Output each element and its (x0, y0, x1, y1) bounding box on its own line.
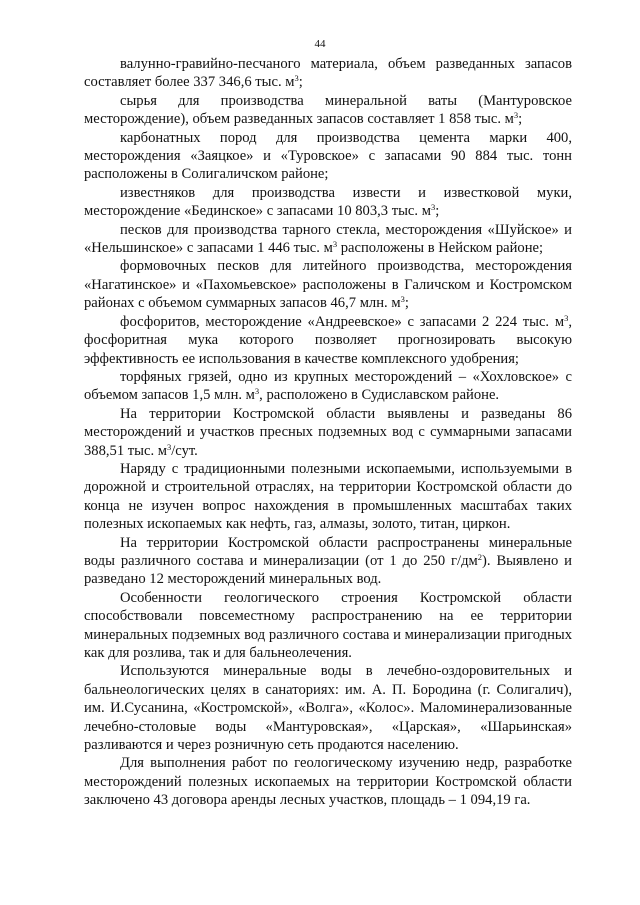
text-fragment: ). Выявлено и разведано 12 месторождений минеральных вод. (84, 552, 572, 588)
text-fragment: /сут. (171, 442, 198, 459)
text-fragment: На территории Костромской области выявлены и разведаны 86 месторождений и участков пресных подземных вод с суммарными запасами 388,51 тыс. м (84, 405, 572, 459)
superscript: 3 (400, 294, 405, 305)
text-fragment: торфяных грязей, одно из крупных месторождений – «Хохловское» с объемом запасов 1,5 млн. м (84, 368, 572, 404)
superscript: 3 (332, 239, 338, 250)
paragraph (84, 257, 572, 312)
text-fragment: Особенности геологического строения Костромской области способствовали повсеместному распространению на ее территории минеральных подземных вод различного состава и минерализации пригодных как для розлива, так и для бальнеолечения. (84, 589, 572, 661)
text-fragment: ; (298, 74, 303, 91)
superscript: 3 (254, 386, 260, 397)
text-fragment: ; (518, 111, 523, 128)
text-fragment: На территории Костромской области распространены минеральные воды различного состава и минерализации (от 1 до 250 г/дм (84, 534, 572, 569)
text-fragment: ; (435, 203, 440, 220)
superscript: 3 (294, 73, 299, 84)
paragraph (84, 754, 572, 809)
superscript: 2 (477, 551, 483, 562)
text-fragment: песков для производства тарного стекла, месторождения «Шуйское» и «Нельшинское» с запасами 1 446 тыс. м (84, 221, 572, 257)
paragraph (84, 129, 572, 184)
text-fragment: ; (404, 295, 409, 312)
paragraph (84, 662, 572, 754)
paragraph (84, 184, 572, 221)
text-fragment: известняков для производства извести и известковой муки, месторождение «Бединское» с запасами 10 803,3 тыс. м (84, 184, 572, 220)
paragraph (84, 534, 572, 589)
page-number: 44 (314, 38, 326, 50)
text-fragment: Для выполнения работ по геологическому изучению недр, разработке месторождений полезных ископаемых на территории Костромской области заключено 43 договора аренды лесных участков, площадь – 1 094,19 га. (84, 755, 572, 809)
paragraph (84, 221, 572, 258)
superscript: 3 (564, 312, 569, 323)
paragraph (84, 313, 572, 368)
text-fragment: Наряду с традиционными полезными ископаемыми, используемыми в дорожной и строительной отраслях, на территории Костромской области до конца не изучен вопрос нахождения в промышленных масштабах таких полезных ископаемых как нефть, газ, алмазы, золото, титан, циркон. (84, 460, 572, 533)
paragraph (84, 589, 572, 663)
paragraph (84, 92, 572, 129)
superscript: 3 (166, 441, 172, 452)
paragraph (84, 368, 572, 405)
text-fragment: сырья для производства минеральной ваты (Мантуровское месторождение), объем разведанных запасов составляет 1 858 тыс. м (84, 92, 572, 128)
text-fragment: , фосфоритная мука которого позволяет прогнозировать высокую эффективность ее использования в качестве комплексного удобрения; (84, 313, 572, 367)
paragraph (84, 460, 572, 534)
text-fragment: карбонатных пород для производства цемента марки 400, месторождения «Заяцкое» и «Туровское» с запасами 90 884 тыс. тонн расположены в Солигаличском районе; (84, 129, 572, 183)
text-fragment: фосфоритов, месторождение «Андреевское» с запасами 2 224 тыс. м (120, 313, 565, 330)
text-fragment: , расположено в Судиславском районе. (259, 387, 500, 404)
text-fragment: расположены в Нейском районе; (337, 240, 544, 257)
text-fragment: формовочных песков для литейного производства, месторождения «Нагатинское» и «Пахомьевское» расположены в Галичском и Костромском районах с объемом суммарных запасов 46,7 млн. м (84, 258, 572, 312)
paragraph (84, 55, 572, 92)
paragraph (84, 405, 572, 460)
document-body (84, 55, 572, 810)
text-fragment: валунно-гравийно-песчаного материала, объем разведанных запасов составляет более 337 346,6 тыс. м (84, 56, 572, 91)
superscript: 3 (430, 202, 436, 213)
superscript: 3 (513, 110, 519, 121)
text-fragment: Используются минеральные воды в лечебно-оздоровительных и бальнеологических целях в санаториях: им. А. П. Бородина (г. Солигалич), им. И.Сусанина, «Костромской», «Волга», «Колос». Маломинерализованные лечебно-столовые воды «Мантуровская», «Царская», «Шарьинская» разливаются и через розничную сеть продаются населению. (84, 663, 572, 754)
